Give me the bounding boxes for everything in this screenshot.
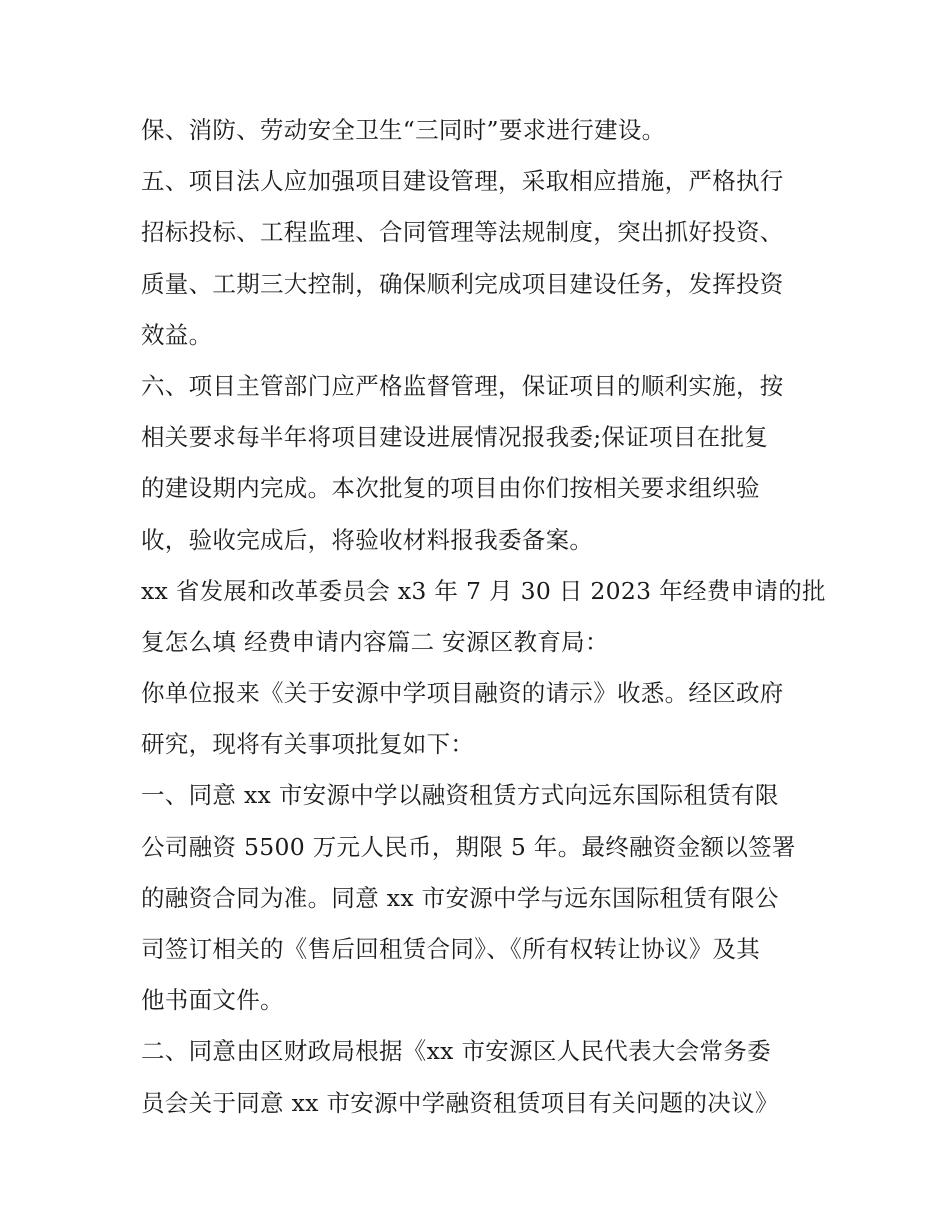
text-line: 招标投标、工程监理、合同管理等法规制度，突出抓好投资、	[141, 218, 784, 247]
text-line: 司签订相关的《售后回租赁合同》、《所有权转让协议》及其	[141, 935, 761, 963]
text-line: xx 省发展和改革委员会 x3 年 7 月 30 日 2023 年经费申请的批	[141, 576, 826, 605]
text-line: 你单位报来《关于安源中学项目融资的请示》收悉。经区政府	[141, 679, 784, 708]
document-body	[141, 105, 831, 1129]
text-line: 他书面文件。	[141, 986, 284, 1015]
text-line: 复怎么填 经费申请内容篇二 安源区教育局：	[141, 627, 609, 656]
text-line: 一、同意 xx 市安源中学以融资租赁方式向远东国际租赁有限	[141, 781, 779, 810]
text-line: 的融资合同为准。同意 xx 市安源中学与远东国际租赁有限公	[141, 883, 779, 912]
text-line: 的建设期内完成。本次批复的项目由你们按相关要求组织验	[141, 474, 760, 503]
text-line: 公司融资 5500 万元人民币，期限 5 年。最终融资金额以签署	[141, 832, 796, 861]
text-line: 六、项目主管部门应严格监督管理，保证项目的顺利实施，按	[141, 371, 784, 400]
text-line: 二、同意由区财政局根据《xx 市安源区人民代表大会常务委	[141, 1037, 771, 1066]
text-line: 收，验收完成后，将验收材料报我委备案。	[141, 525, 594, 554]
text-line: 效益。	[141, 320, 213, 349]
text-line: 员会关于同意 xx 市安源中学融资租赁项目有关问题的决议》	[141, 1088, 779, 1117]
text-line: 研究，现将有关事项批复如下：	[141, 730, 475, 759]
text-line: 相关要求每半年将项目建设进展情况报我委;保证项目在批复	[141, 423, 769, 452]
text-line: 质量、工期三大控制，确保顺利完成项目建设任务，发挥投资	[141, 269, 784, 298]
text-line: 五、项目法人应加强项目建设管理，采取相应措施，严格执行	[141, 167, 784, 196]
text-line: 保、消防、劳动安全卫生“三同时”要求进行建设。	[141, 116, 666, 144]
